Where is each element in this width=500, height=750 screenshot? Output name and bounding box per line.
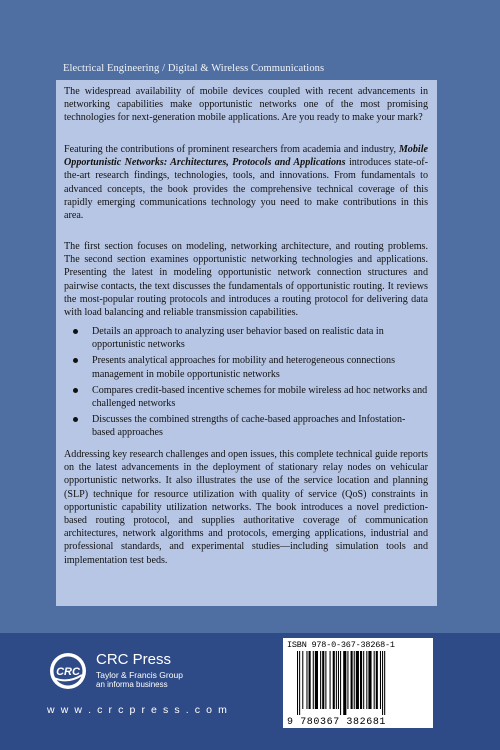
barcode-bar: [320, 651, 321, 709]
barcode-bar: [356, 651, 359, 709]
barcode-bar: [333, 651, 335, 709]
barcode-bar: [354, 651, 355, 709]
barcode-bar: [309, 651, 311, 709]
feature-bullet: Discusses the combined strengths of cache-based approaches and Infostation-based approaches: [64, 413, 428, 439]
crc-logo-text: CRC: [56, 666, 80, 678]
barcode-bar: [302, 651, 303, 709]
barcode-bar: [366, 651, 367, 709]
publisher-url: w w w . c r c p r e s s . c o m: [47, 704, 229, 716]
barcode-bar: [347, 651, 348, 709]
barcode-bar: [313, 651, 314, 709]
isbn-text: ISBN 978-0-367-38268-1: [287, 640, 395, 650]
barcode-bar: [330, 651, 331, 709]
barcode-bar: [374, 651, 375, 709]
barcode-bar: [376, 651, 378, 709]
publisher-tagline: an informa business: [96, 680, 168, 689]
barcode-digits: 9 780367 382681: [287, 717, 387, 728]
barcode-bar: [325, 651, 326, 709]
barcode-bar: [382, 651, 383, 715]
feature-bullet: Details an approach to analyzing user behavior based on realistic data in opportunistic networks: [64, 325, 428, 351]
barcode-bar: [340, 651, 341, 715]
barcode-bar: [336, 651, 337, 709]
featuring-text-cont: introduces state-of-the-art research findings, technologies, tools, and innovations. From fundamentals to advanced concepts, the book provides the comprehensive technical coverage of this rapidly emerging communications technology you need to make contributions in this area.: [64, 157, 428, 222]
publisher-group: Taylor & Francis Group: [96, 670, 183, 680]
barcode-bar: [363, 651, 364, 709]
crc-logo-icon: [48, 651, 88, 691]
book-title: Mobile Opportunistic Networks: Architectures, Protocols and Applications: [64, 144, 428, 169]
barcode: [297, 651, 425, 715]
barcode-bar: [360, 651, 362, 709]
publisher-name: CRC Press: [96, 651, 172, 668]
sections-paragraph: The first section focuses on modeling, networking architecture, and routing problems. The second section examines opportunistic networking technologies and applications. Presenting the latest in modeling opportunistic network connection structures and pairwise contacts, the text discusses the fundamentals of opportunistic routing. It reviews the most-popular routing protocols and introduces a routing protocol for delivering data with load balancing and reliable transmission capabilities.: [64, 241, 428, 319]
feature-bullet: Compares credit-based incentive schemes for mobile wireless ad hoc networks and challenged networks: [64, 384, 428, 410]
featuring-text: Featuring the contributions of prominent researchers from academia and industry,: [64, 144, 399, 155]
barcode-bar: [351, 651, 353, 709]
barcode-bar: [380, 651, 381, 709]
intro-paragraph: The widespread availability of mobile devices coupled with recent advancements in networking capabilities make opportunistic networks one of the most promising technologies for next-generation mobile applications. Are you ready to make your mark?: [64, 86, 428, 124]
featuring-paragraph: [64, 143, 428, 222]
category-line: Electrical Engineering / Digital & Wireless Communications: [63, 63, 325, 74]
barcode-bar: [299, 651, 300, 715]
barcode-bar: [306, 651, 307, 709]
barcode-bar: [368, 651, 371, 709]
closing-paragraph: Addressing key research challenges and open issues, this complete technical guide reports on the latest advancements in the deployment of stationary relay nodes on vehicular opportunistic networks. It also illustrates the use of the service location and planning (SLP) technique for resource utilization with quality of service (QoS) constraints in opportunistic capability utilization networks. The book introduces a novel prediction-based routing protocol, and supplies authoritative coverage of communication architectures, network algorithms and protocols, emerging applications, industrial and professional standards, and experimental studies—including simulation tools and implementation test beds.: [64, 449, 428, 566]
barcode-bar: [384, 651, 385, 715]
barcode-bar: [338, 651, 339, 709]
barcode-bar: [322, 651, 324, 709]
barcode-bar: [315, 651, 318, 709]
feature-bullet: Presents analytical approaches for mobility and heterogeneous connections management in mobile opportunistic networks: [64, 354, 428, 380]
barcode-bar: [297, 651, 298, 715]
feature-list: [64, 325, 428, 443]
barcode-bar: [343, 651, 346, 715]
